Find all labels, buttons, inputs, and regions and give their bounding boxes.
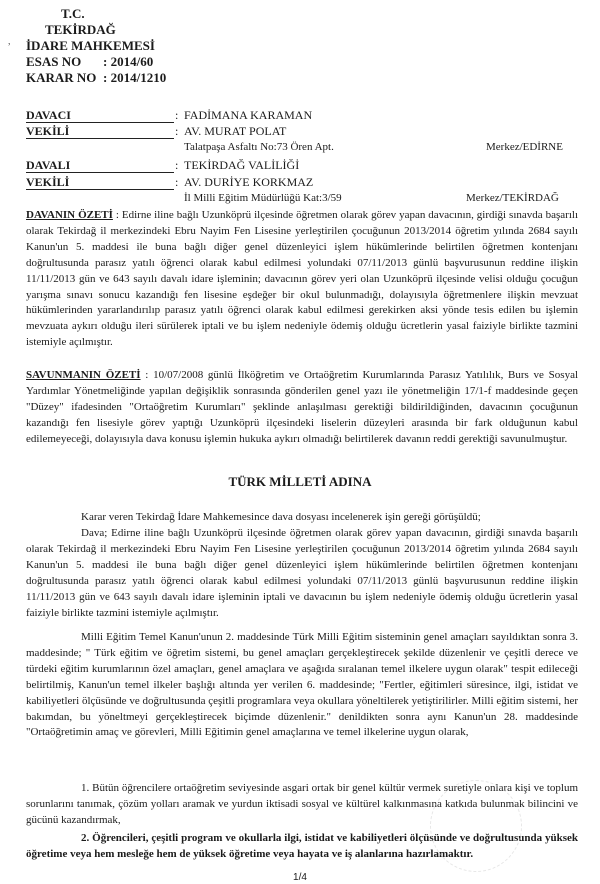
header-city: TEKİRDAĞ [45, 22, 116, 37]
vekili2-label: VEKİLİ [26, 175, 174, 190]
paragraph-4: 1. Bütün öğrencilere ortaöğretim seviyesinde asgari ortak bir genel kültür vermek suretiyle onlara kişi ve toplum sorunlarını tanımak, çözüm yolları aramak ve yurdun iktisadi sosyal ve kültürel kalkınmasına katkıda bulunmak bilincini ve gücünü kazandırmak, [26, 782, 578, 826]
davaci-value: FADİMANA KARAMAN [184, 108, 313, 122]
document-page: , T.C. TEKİRDAĞ İDARE MAHKEMESİ ESAS NO : 2014/60 KARAR NO : 2014/1210 DAVACI : FADİMANA KARAMAN VEKİLİ : AV. MURAT POLAT Talatpaşa Asfaltı No:73 Ören Apt. Merkez/EDİRNE DAVALI : TEKİRDAĞ VALİLİĞİ VEKİLİ : AV. DURİYE KORKMAZ İl Milli Eğitim Müdürlüğü Kat:3/59 Merkez/TEKİRDAĞ DAVANIN ÖZETİ : Edirne iline bağlı Uzunköprü ilçesinde öğretmen olarak görev yapan davacının, girdiği sınavda başarılı olarak Tekirdağ il merkezindeki Ebru Nayim Fen Lisesine yerleştirilen çocuğunun 2013/2014 öğretim yılında 2684 sayılı Kanun'un 5. maddesi ile buna bağlı diğer genel düzenleyici işlem hükümlerinde belirtilen öğretmen kontenjanı doğrultusunda parasız yatılı öğrenci olarak kabul edilmesi yolundaki 07/11/2013 günlü başvurusunun reddine ilişkin 11/11/2013 gün ve 643 sayılı davalı idare işleminin; davacının görev yeri olan Uzunköprü ilçesinde velisi olduğu çocuğun yarışma sınavı sonucu kazandığı fen lisesine eşdeğer bir okul bulunmadığı, dolayısıyla öğretmenlere ilişkin mevzuat hükümlerinden yararlandırılıp parasız yatılı öğrenci olarak kabul edilmesi gerekirken aksi yönde tesis edilen bu işlemin mevzuata aykırı olduğu ileri sürülerek iptali ve bu işlem nedeniyle ödemiş olduğu ücretlerin yasal faiziyle birlikte tazmini istemiyle açılmıştır. SAVUNMANIN ÖZETİ : 10/07/2008 günlü İlköğretim ve Ortaöğretim Kurumlarında Parasız Yatılılık, Burs ve Sosyal Yardımlar Yönetmeliğinde yapılan değişiklik sonrasında gönderilen genel yazı ile yönetmeliğin 17/1-f maddesinde geçen "Düzey" ifadesinden "Ortaöğretim Kurumları" şeklinde anlaşılması gerektiği bildirildiğinden, davacının çocuğunun kazandığı fen lisesiyle görev yaptığı Uzunköprü ilçesindeki liselerin düzeyleri arasında bir fark olduğunun kabul edilemeyeceği, dolayısıyla dava konusu işlemin hukuka aykırı olmadığı belirtilerek davanın reddi gerektiği savunulmuştur. TÜRK MİLLETİ ADINA Karar veren Tekirdağ İdare Mahkemesince dava dosyası incelenerek işin gereği görüşüldü; Dava; Edirne iline bağlı Uzunköprü ilçesinde öğretmen olarak görev yapan davacının, girdiği sınavda başarılı olarak Tekirdağ il merkezindeki Ebru Nayim Fen Lisesine yerleştirilen çocuğunun 2013/2014 öğretim yılında 2684 sayılı Kanun'un 5. maddesi ile buna bağlı diğer genel düzenleyici işlem hükümlerinde belirtilen öğretmen kontenjanı doğrultusunda parasız yatılı öğrenci olarak kabul edilmesi yolundaki 07/11/2013 günlü başvurusunun reddine ilişkin 11/11/2013 gün ve 643 sayılı davalı idare işleminin iptali ve davacının bu işlem nedeniyle ödemiş olduğu ücretlerin yasal faiziyle birlikte tazmini istemiyle açılmıştır. Milli Eğitim Temel Kanun'unun 2. maddesinde Türk Milli Eğitim sisteminin genel amaçları sayıldıktan sonra 3. maddesinde; " Türk eğitim ve öğretim sistemi, bu genel amaçları gerçekleştirecek şekilde düzenlenir ve çeşitli derece ve türdeki eğitim kurumlarının özel amaçları, genel amaçlara ve aşağıda sıralanan temel ilkelere uygun olarak" tespit edileceği belirtilmiş, Kanun'un temel ilkeler başlığı altında yer verilen 6. maddesinde; "Fertler, eğitimleri süresince, ilgi, istidat ve kabiliyetleri ölçüsünde ve doğrultusunda çeşitli programlara veya okullara yöneltilerek yetiştirilirler. Milli eğitim sistemi, her bakımdan, bu yöneltmeyi gerçekleştirecek biçimde düzenlenir." denildikten sonra aynı Kanun'un 28. maddesinde "Ortaöğretimin amaç ve görevleri, Milli Eğitimin genel amaçlarına ve temel ilkelerine uygun olarak, 1. Bütün öğrencilere ortaöğretim seviyesinde asgari ortak bir genel kültür vermek suretiyle onlara kişi ve toplum sorunlarını tanımak, çözüm yolları aramak ve yurdun iktisadi sosyal ve kültürel kalkınmasına katkıda bulunmak bilincini ve gücünü kazandırmak, 2. Öğrencileri, çeşitli program ve okullarla ilgi, istidat ve kabiliyetleri ölçüsünde ve doğrultusunda yüksek öğretime veya hem mesleğe hem de yüksek öğretime veya hayata ve iş alanlarına hazırlamaktır. 1/4 [0, 0, 600, 884]
court-header [26, 6, 166, 86]
esas-no-row [26, 54, 166, 70]
paragraph-2: Dava; Edirne iline bağlı Uzunköprü ilçesinde öğretmen olarak görev yapan davacının, girdiği sınavda başarılı olarak Tekirdağ il merkezindeki Ebru Nayim Fen Lisesine yerleştirilen çocuğunun 2013/2014 öğretim yılında 2684 sayılı Kanun'un 5. maddesi ile buna bağlı diğer genel düzenleyici işlem hükümlerinde belirtilen öğretmen kontenjanı doğrultusunda parasız yatılı öğrenci olarak kabul edilmesi yolundaki 07/11/2013 günlü başvurusunun reddine ilişkin 11/11/2013 gün ve 643 sayılı davalı idare işleminin iptali ve davacının bu işlem nedeniyle ödemiş olduğu ücretlerin yasal faiziyle birlikte tazmini istemiyle açılmıştır. [26, 527, 578, 619]
vekili2-address: İl Milli Eğitim Müdürlüğü Kat:3/59 [184, 192, 342, 204]
davanin-ozeti-text: : Edirne iline bağlı Uzunköprü ilçesinde öğretmen olarak görev yapan davacının, girdiği sınavda başarılı olarak Tekirdağ il merkezindeki Ebru Nayim Fen Lisesine yerleştirilen çocuğunun 2013/2014 öğretim yılında 2684 sayılı Kanun'un 5. maddesi ile buna bağlı diğer genel düzenleyici işlem hükümlerinde belirtilen öğretmen kontenjanı doğrultusunda parasız yatılı öğrenci olarak kabul edilmesi yolundaki 07/11/2013 günlü başvurusunun reddine ilişkin 11/11/2013 gün ve 643 sayılı davalı idare işleminin; davacının görev yeri olan Uzunköprü ilçesinde velisi olduğu çocuğun yarışma sınavı sonucu kazandığı fen lisesine eşdeğer bir okul bulunmadığı, dolayısıyla öğretmenlere ilişkin mevzuat hükümlerinden yararlandırılıp parasız yatılı öğrenci olarak kabul edilmesi gerekirken aksi yönde tesis edilen bu işlemin mevzuata aykırı olduğu ileri sürülerek iptali ve bu işlem nedeniyle ödemiş olduğu ücretlerin yasal faiziyle birlikte tazmini istemiyle açılmıştır. [26, 209, 578, 349]
davanin-ozeti [26, 208, 578, 351]
page-number: 1/4 [293, 872, 307, 883]
karar-no-value: : 2014/1210 [103, 70, 167, 85]
esas-no-value: : 2014/60 [103, 54, 154, 69]
faded-stamp [430, 780, 522, 872]
margin-mark: , [8, 36, 11, 47]
vekili1-city: Merkez/EDİRNE [486, 141, 563, 153]
vekili1-label: VEKİLİ [26, 124, 174, 139]
savunmanin-ozeti [26, 368, 578, 448]
vekili1-value: AV. MURAT POLAT [184, 124, 287, 138]
karar-no-row [26, 70, 166, 86]
davaci-label: DAVACI [26, 108, 174, 123]
davali-label: DAVALI [26, 158, 174, 173]
header-tc: T.C. [61, 6, 85, 21]
savunmanin-ozeti-label: SAVUNMANIN ÖZETİ [26, 369, 141, 381]
paragraph-1: Karar veren Tekirdağ İdare Mahkemesince dava dosyası incelenerek işin gereği görüşüldü; [81, 511, 481, 523]
paragraph-3: Milli Eğitim Temel Kanun'unun 2. maddesinde Türk Milli Eğitim sisteminin genel amaçları sayıldıktan sonra 3. maddesinde; " Türk eğitim ve öğretim sistemi, bu genel amaçları gerçekleştirecek şekilde düzenlenir ve çeşitli derece ve türdeki eğitim kurumlarının özel amaçları, genel amaçlara ve aşağıda sıralanan temel ilkelere uygun olarak" tespit edileceği belirtilmiş, Kanun'un temel ilkeler başlığı altında yer verilen 6. maddesinde; "Fertler, eğitimleri süresince, ilgi, istidat ve kabiliyetleri ölçüsünde ve doğrultusunda çeşitli programlara veya okullara yöneltilerek yetiştirilirler. Milli eğitim sistemi, her bakımdan, bu yöneltmeyi gerçekleştirecek biçimde düzenlenir." denildikten sonra aynı Kanun'un 28. maddesinde "Ortaöğretimin amaç ve görevleri, Milli Eğitimin genel amaçlarına ve temel ilkelerine uygun olarak, [26, 631, 578, 739]
davanin-ozeti-label: DAVANIN ÖZETİ [26, 209, 113, 221]
decision-title: TÜRK MİLLETİ ADINA [228, 474, 372, 489]
esas-no-label: ESAS NO [26, 54, 82, 69]
davali-value: TEKİRDAĞ VALİLİĞİ [184, 158, 300, 172]
karar-no-label: KARAR NO [26, 70, 97, 85]
savunmanin-ozeti-text: : 10/07/2008 günlü İlköğretim ve Ortaöğretim Kurumlarında Parasız Yatılılık, Burs ve Sosyal Yardımlar Yönetmeliğinde yapılan değişiklik sonrasında gönderilen genel yazı ile yönetmeliğin 17/1-f maddesinde geçen "Düzey" ifadesinden "Ortaöğretim Kurumları" şeklinde anlaşılması gerektiği bildirildiğinden, davacının çocuğunun kazandığı fen lisesiyle görev yaptığı Uzunköprü ilçesindeki liselerin düzeyleri arasında bir fark olduğunun kabul edilemeyeceği, dolayısıyla dava konusu işlemin hukuka aykırı olmadığı belirtilerek davanın reddi gerektiği savunulmuştur. [26, 369, 579, 445]
vekili2-value: AV. DURİYE KORKMAZ [184, 175, 314, 189]
header-court: İDARE MAHKEMESİ [26, 38, 155, 53]
paragraph-5: 2. Öğrencileri, çeşitli program ve okullarla ilgi, istidat ve kabiliyetleri ölçüsünde ve doğrultusunda yüksek öğretime veya hem mesleğe hem de yüksek öğretime veya hayata ve iş alanlarına hazırlamaktır. [26, 832, 578, 860]
vekili1-address: Talatpaşa Asfaltı No:73 Ören Apt. [184, 141, 334, 153]
vekili2-city: Merkez/TEKİRDAĞ [466, 192, 559, 204]
